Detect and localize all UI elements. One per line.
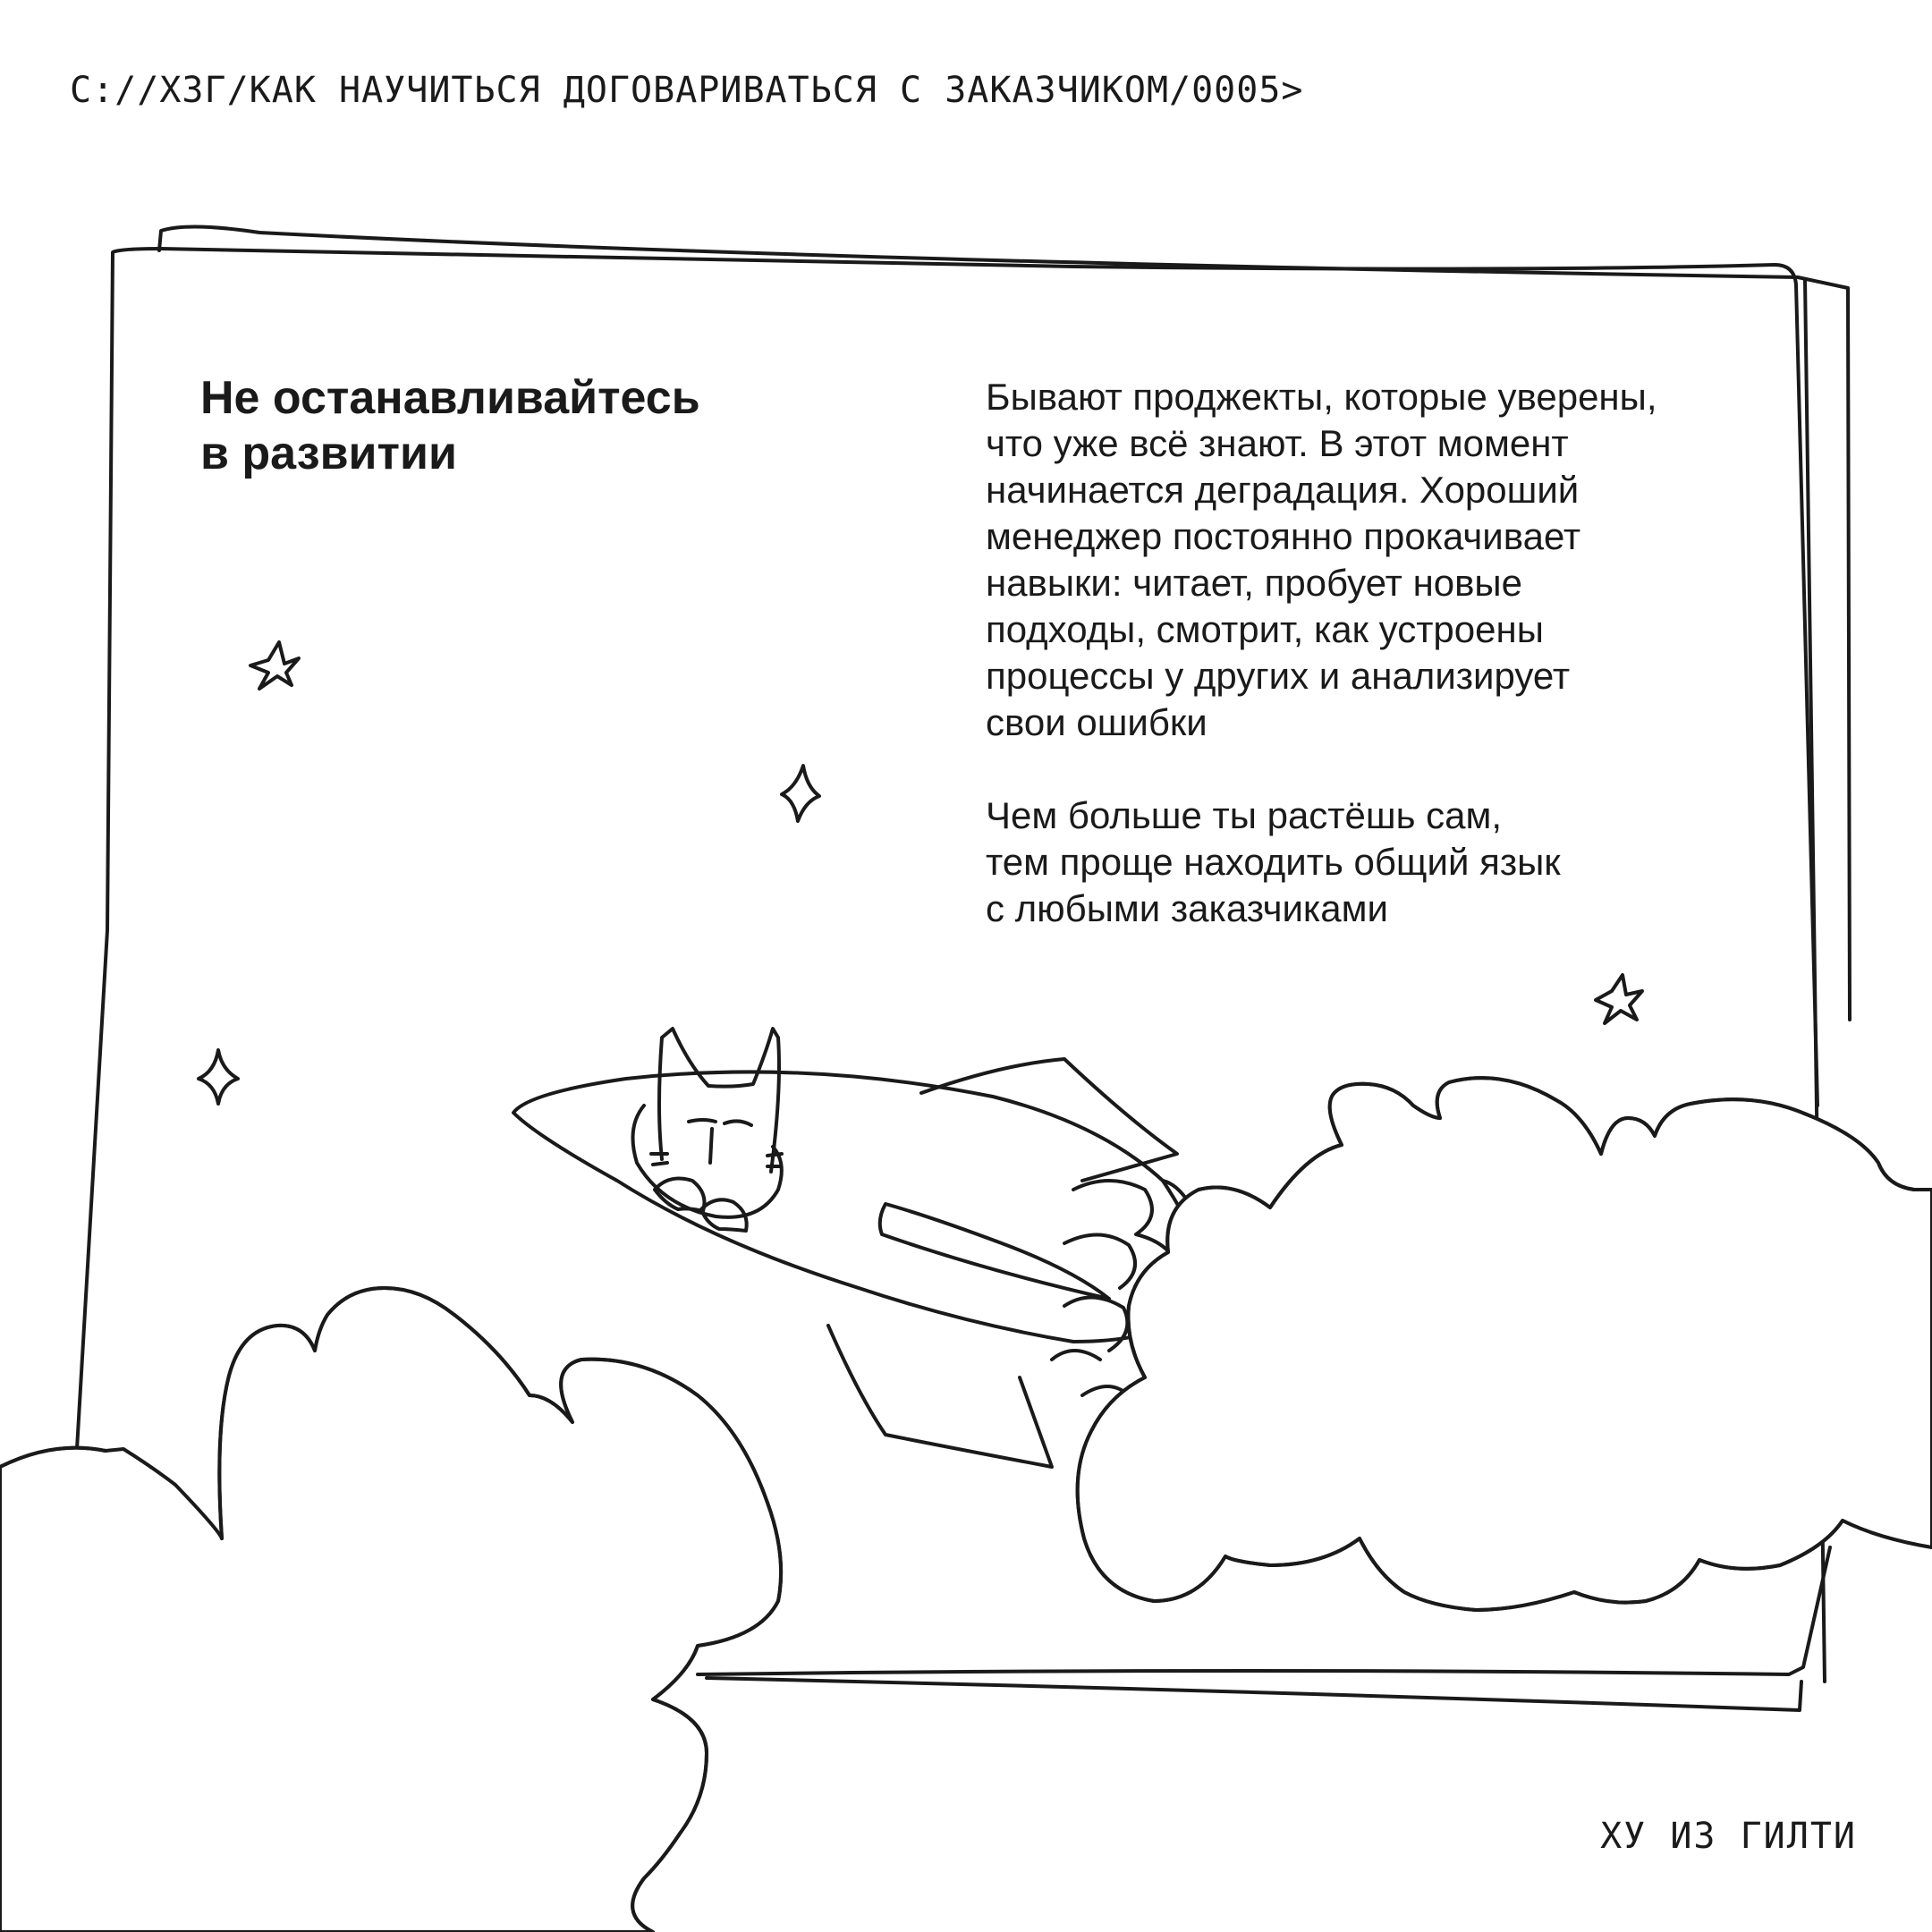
left-cloud bbox=[0, 1288, 781, 1932]
paragraph-1 bbox=[986, 374, 1791, 746]
breadcrumb-path: C://ХЗГ/КАК НАУЧИТЬСЯ ДОГОВАРИВАТЬСЯ С ЗАКАЗЧИКОМ/0005> bbox=[70, 70, 1304, 111]
text-line: свои ошибки bbox=[986, 701, 1208, 743]
text-line: Бывают проджекты, которые уверены, bbox=[986, 376, 1657, 418]
sparkle-icon bbox=[199, 1050, 238, 1104]
sparkle-icon bbox=[782, 766, 819, 821]
text-line: менеджер постоянно прокачивает bbox=[986, 515, 1581, 557]
flame-stroke bbox=[1064, 1234, 1135, 1288]
brand-signature: ХУ ИЗ ГИЛТИ bbox=[1600, 1816, 1857, 1857]
rocket-side-fin bbox=[880, 1204, 1109, 1299]
cat-head bbox=[659, 1029, 779, 1172]
text-line: тем проще находить общий язык bbox=[986, 841, 1561, 883]
body-text bbox=[986, 374, 1791, 979]
text-line: навыки: читает, пробует новые bbox=[986, 562, 1522, 604]
star-icon bbox=[250, 642, 299, 689]
heading-line: Не останавливайтесь bbox=[200, 372, 700, 424]
paragraph-2 bbox=[986, 792, 1791, 932]
text-line: подходы, смотрит, как устроены bbox=[986, 608, 1544, 650]
text-line: Чем больше ты растёшь сам, bbox=[986, 794, 1503, 836]
flame-stroke bbox=[1052, 1351, 1100, 1360]
rocket-lower-fin bbox=[828, 1326, 1052, 1467]
text-line: с любыми заказчиками bbox=[986, 887, 1388, 929]
text-line: что уже всё знают. В этот момент bbox=[986, 422, 1569, 464]
text-line: процессы у других и анализирует bbox=[986, 655, 1571, 697]
star-icon bbox=[1596, 975, 1642, 1023]
cat-nose-line bbox=[710, 1129, 712, 1163]
cat-whisker bbox=[651, 1154, 667, 1165]
cat-eye-left bbox=[689, 1120, 716, 1122]
cockpit-outline bbox=[633, 1106, 782, 1217]
right-cloud bbox=[1078, 1078, 1932, 1610]
heading-line: в развитии bbox=[200, 428, 457, 479]
back-sheet-bottom bbox=[707, 1678, 1801, 1710]
text-line: начинается деградация. Хороший bbox=[986, 469, 1580, 511]
section-heading bbox=[200, 370, 826, 481]
cat-eye-right bbox=[724, 1121, 751, 1125]
